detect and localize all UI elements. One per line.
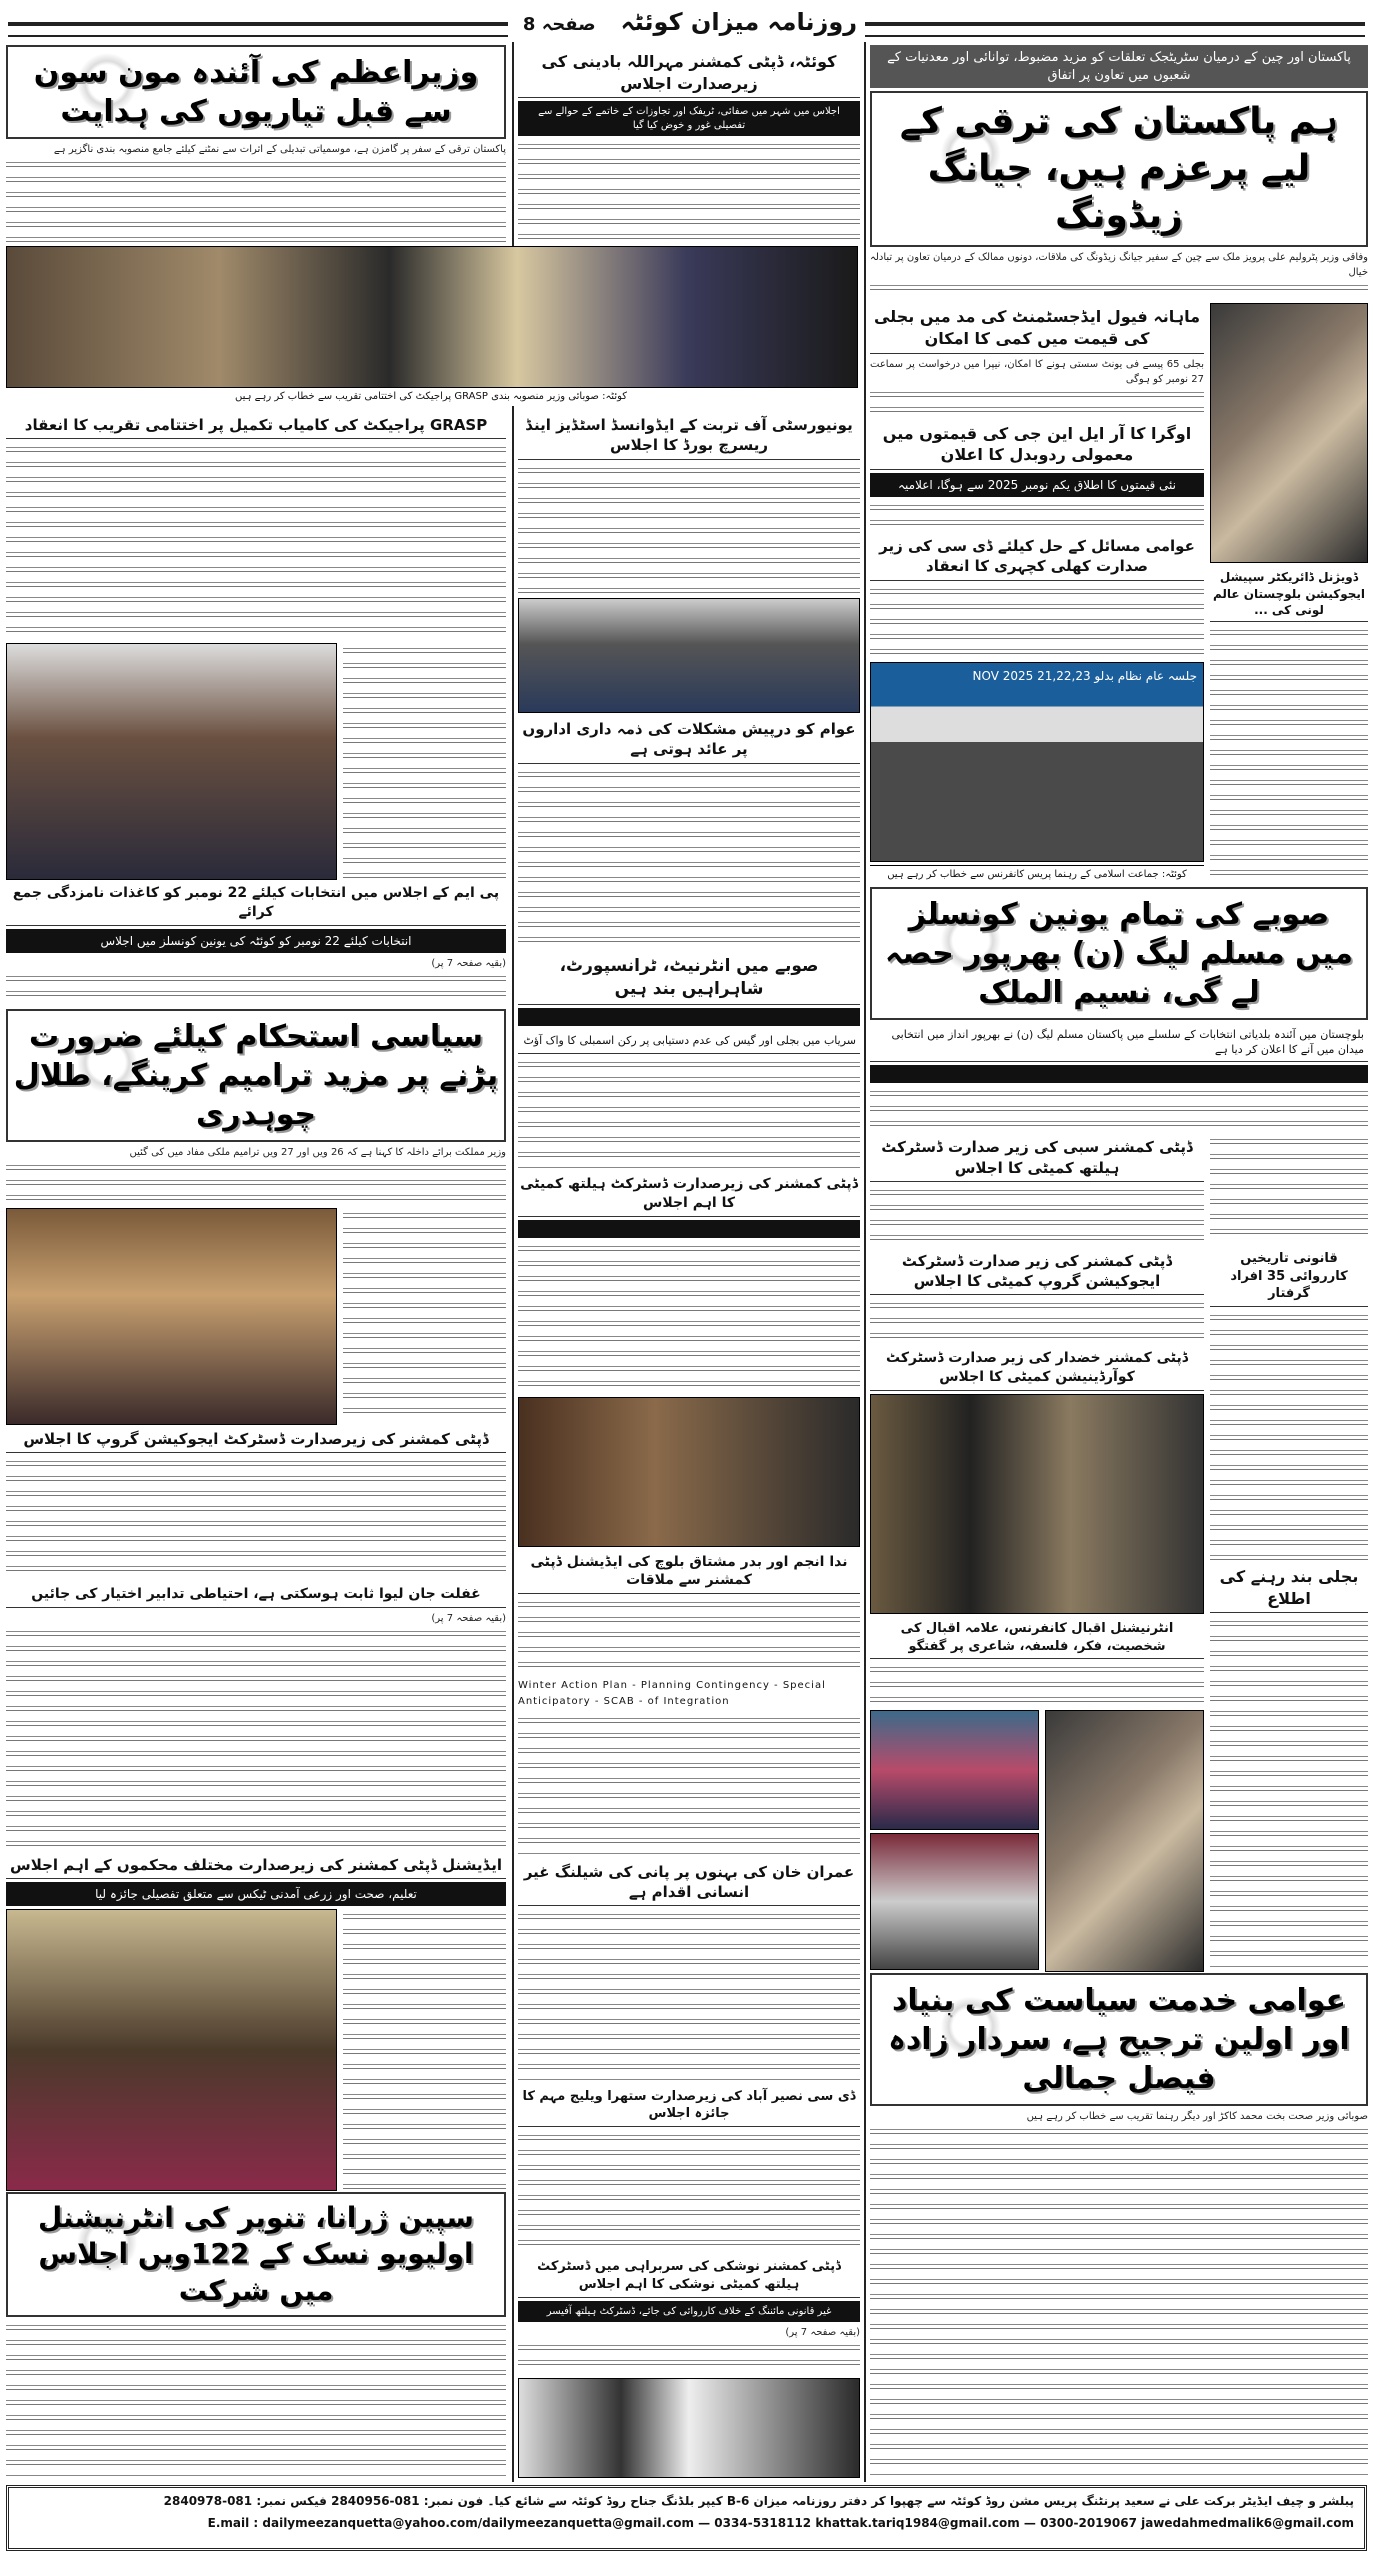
subheadline-bar [518, 1008, 860, 1026]
headline-banner: صوبے کی تمام یونین کونسلز میں مسلم لیگ (ن) بھرپور حصہ لے گی، نسیم الملک [870, 887, 1368, 1020]
story-body [518, 767, 860, 950]
main-column [870, 1134, 1204, 1970]
story-lead: وفاقی وزیر پٹرولیم علی پرویز ملک سے چین کے سفیر جیانگ زیڈونگ کی ملاقات، دونوں ممالک کے درمیان تعاون پر تبادلہ خیال [870, 252, 1368, 279]
continued-note: (بقیہ صفحہ 7 پر) [6, 1611, 506, 1626]
story-body [518, 2325, 860, 2375]
subheadline-bar [870, 1065, 1368, 1083]
headline: ڈپٹی کمشنر کی زیرصدارت ڈسٹرکٹ ایجوکیشن گروپ کا اجلاس [6, 1426, 506, 1453]
column-divider [512, 42, 514, 2482]
headline: ڈی سی نصیر آباد کی زیرصدارت ستھرا ویلیج مہم کا جائزہ اجلاس [518, 2085, 860, 2127]
photo-row [6, 1208, 506, 1423]
subheadline-bar [518, 1220, 860, 1238]
story-body [870, 1185, 1204, 1245]
photo-stack [870, 1710, 1039, 1970]
right-column [870, 45, 1368, 2478]
story-body [6, 442, 506, 640]
story-body [518, 463, 860, 596]
photo [6, 1909, 337, 2191]
photo [870, 1394, 1204, 1614]
continued-note: (بقیہ صفحہ 7 پر) [518, 2325, 860, 2340]
headline: اوگرا کا آر ایل این جی کی قیمتوں میں معمولی ردوبدل کا اعلان [870, 420, 1204, 470]
headline: ڈپٹی کمشنر کی زیرصدارت ڈسٹرکٹ ہیلتھ کمیٹی کا اہم اجلاس [518, 1172, 860, 1217]
headline: عوام کو درپیش مشکلات کی ذمہ داری اداروں پر عائد ہوتی ہے [518, 716, 860, 764]
side-column [1210, 1134, 1368, 1970]
story-body [6, 142, 506, 243]
photo [518, 1397, 860, 1547]
photo [518, 598, 860, 713]
left-column [6, 412, 506, 2478]
subheadline: بلوچستان میں آئندہ بلدیاتی انتخابات کے سلسلے میں پاکستان مسلم لیگ (ن) نے بھرپور انداز میں انتخابی میدان میں آنے کا اعلان کر دیا ہے [870, 1023, 1368, 1063]
photo-wide [6, 246, 858, 388]
middle-top [518, 48, 860, 243]
photo-caption: کوئٹہ: صوبائی وزیر منصوبہ بندی GRASP پراجیکٹ کی اختتامی تقریب سے خطاب کر رہے ہیں [6, 387, 856, 406]
story-body [343, 643, 506, 878]
story-body [6, 1456, 506, 1579]
story-body [1210, 625, 1368, 884]
story-strip: پاکستان اور چین کے درمیان سٹریٹجک تعلقات کو مزید مضبوط، توانائی اور معدنیات کے شعبوں میں تعاون پر اتفاق [870, 45, 1368, 88]
imprint-contacts: E.mail : dailymeezanquetta@yahoo.com/dailymeezanquetta@gmail.com — 0334-5318112 khattak.tariq1984@gmail.com — 0300-2019067 jawedahmedmalik6@gmail.com [207, 2516, 1354, 2530]
headline: ڈپٹی کمشنر کی زیر صدارت ڈسٹرکٹ ایجوکیشن گروپ کمیٹی کا اجلاس [870, 1248, 1204, 1296]
subheadline: سریاب میں بجلی اور گیس کی عدم دستیابی پر رکن اسمبلی کا واک آؤٹ [518, 1029, 860, 1053]
headline: ڈپٹی کمشنر سبی کی زیر صدارت ڈسٹرکٹ ہیلتھ کمیٹی کا اجلاس [870, 1134, 1204, 1182]
headline: پی ایم کے اجلاس میں انتخابات کیلئے 22 نومبر کو کاغذات نامزدگی جمع کرائے [6, 881, 506, 926]
photo [870, 1710, 1039, 1830]
photo-group [870, 1710, 1204, 1970]
photo-caption: کوئٹہ: جماعت اسلامی کے رہنما پریس کانفرنس سے خطاب کر رہے ہیں [870, 865, 1204, 884]
story-body [870, 1298, 1204, 1343]
right-section-2 [870, 1134, 1368, 1970]
subheadline-bar: نئی قیمتوں کا اطلاق یکم نومبر 2025 سے ہوگا، اعلامیہ [870, 473, 1204, 497]
subheadline-bar: انتخابات کیلئے 22 نومبر کو کوئٹہ کی یونین کونسلز میں اجلاس [6, 929, 506, 953]
headline: ڈپٹی کمشنر نوشکی کی سربراہی میں ڈسٹرکٹ ہیلتھ کمیٹی نوشکی کا اہم اجلاس [518, 2255, 860, 2297]
masthead [520, 8, 860, 36]
continued-note: (بقیہ صفحہ 7 پر) [6, 956, 506, 971]
photo [518, 2378, 860, 2478]
photo [870, 662, 1204, 862]
headline: ندا انجم اور بدر مشتاق بلوچ کی ایڈیشنل ڈپٹی کمشنر سے ملاقات [518, 1550, 860, 1595]
story-body [518, 139, 860, 243]
story-body [343, 1208, 506, 1423]
story-body [870, 250, 1368, 300]
headline: قانونی تاریخیں کارروائی 35 افراد گرفتار [1210, 1247, 1368, 1307]
main-column [870, 303, 1204, 883]
story-body [518, 1713, 860, 1856]
story-body [1210, 1616, 1368, 1970]
story-body [870, 2109, 1368, 2478]
side-column [1210, 303, 1368, 883]
photo [6, 643, 337, 880]
story-text-latin: Winter Action Plan - Planning Contingency - Special Anticipatory - SCAB - of Integration [518, 1679, 826, 1707]
masthead-rule-left [8, 22, 508, 37]
event-banner-text: جلسہ عام نظام بدلو 21,22,23 NOV 2025 [972, 668, 1197, 683]
story-body [1210, 1134, 1368, 1244]
photo [870, 1833, 1039, 1970]
story-body [870, 357, 1204, 417]
story-body [6, 956, 506, 1006]
story-body [518, 2130, 860, 2253]
story-body [6, 1145, 506, 1205]
story-body [518, 1057, 860, 1170]
story-lead: پاکستان ترقی کے سفر پر گامزن ہے، موسمیاتی تبدیلی کے اثرات سے نمٹنے کیلئے جامع منصوبہ بندی ناگزیر ہے [6, 142, 506, 157]
newspaper-title: روزنامہ میزان کوئٹہ [620, 8, 858, 36]
subheadline-bar: تعلیم، صحت اور زرعی آمدنی ٹیکس سے متعلق تفصیلی جائزہ لیا [6, 1882, 506, 1906]
headline: یونیورسٹی آف تربت کے ایڈوانسڈ اسٹڈیز اینڈ ریسرچ بورڈ کا اجلاس [518, 412, 860, 460]
headline: انٹرنیشنل اقبال کانفرنس، علامہ اقبال کی شخصیت، فکر، فلسفہ، شاعری پر گفتگو [870, 1617, 1204, 1659]
headline: GRASP پراجیکٹ کی کامیاب تکمیل پر اختتامی تقریب کا انعقاد [6, 412, 506, 439]
photo [1210, 303, 1368, 563]
right-section-1 [870, 303, 1368, 883]
headline-banner: وزیراعظم کی آئندہ مون سون سے قبل تیاریوں کی ہدایت [6, 45, 506, 139]
story-body [870, 584, 1204, 659]
headline: کوئٹہ، ڈپٹی کمشنر مہراللہ بادینی کی زیرصدارت اجلاس [518, 48, 860, 98]
photo-row [6, 643, 506, 878]
headline: عوامی مسائل کے حل کیلئے ڈی سی کی زیر صدارت کھلی کچہری کا انعقاد [870, 533, 1204, 581]
middle-column [518, 412, 860, 2478]
column-divider [864, 42, 866, 2482]
headline-banner: ہم پاکستان کی ترقی کے لیے پرعزم ہیں، جیانگ زیڈونگ [870, 91, 1368, 247]
headline: غفلت جان لیوا ثابت ہوسکتی ہے، احتیاطی تدابیر اختیار کی جائیں [6, 1582, 506, 1608]
headline: بجلی بند رہنے کی اطلاع [1210, 1563, 1368, 1613]
story-body [6, 1611, 506, 1849]
story-body [518, 1909, 860, 2082]
story-body [870, 1662, 1204, 1707]
headline: ڈویژنل ڈائریکٹر سپیشل ایجوکیشن بلوچستان عالم لونی کی ... [1210, 566, 1368, 622]
imprint-line: پبلشر و چیف ایڈیٹر برکت علی نے سعید پرنٹنگ پریس مشن روڈ کوئٹہ سے چھپوا کر دفتر روزنامہ میزان B-6 کیپر بلڈنگ جناح روڈ کوئٹہ سے شائع کیا۔ فون نمبر: 081-2840956 فیکس نمبر: 081-2840978 [163, 2494, 1354, 2508]
photo-row [6, 1909, 506, 2189]
headline-banner: سپین ژرانا، تنویر کی انٹرنیشنل اولیویو نسک کے 122ویں اجلاس میں شرکت [6, 2192, 506, 2317]
photo [6, 1208, 337, 1425]
headline-banner: سیاسی استحکام کیلئے ضرورت پڑنے پر مزید ترامیم کرینگے، طلال چوہدری [6, 1009, 506, 1142]
story-lead: صوبائی وزیر صحت بخت محمد کاکڑ اور دیگر رہنما تقریب سے خطاب کر رہے ہیں [870, 2109, 1368, 2124]
story-body [1210, 1310, 1368, 1560]
headline: عمران خان کی بہنوں پر پانی کی شیلنگ غیر انسانی اقدام ہے [518, 1859, 860, 1907]
story-lead: بجلی 65 پیسے فی یونٹ سستی ہونے کا امکان، نیپرا میں درخواست پر سماعت 27 نومبر کو ہوگی [870, 358, 1205, 385]
masthead-rule-right [865, 22, 1365, 37]
headline: ایڈیشنل ڈپٹی کمشنر کی زیرصدارت مختلف محکموں کے اہم اجلاس [6, 1852, 506, 1879]
story-body [6, 2320, 506, 2478]
page-number: صفحہ 8 [522, 14, 596, 35]
story-lead: وزیر مملکت برائے داخلہ کا کہنا ہے کہ 26 ویں اور 27 ویں ترامیم ملکی مفاد میں کی گئیں [6, 1145, 506, 1160]
photo [1045, 1710, 1204, 1972]
headline-banner: عوامی خدمت سیاست کی بنیاد اور اولین ترجیح ہے، سردار زادہ فیصل جمالی [870, 1973, 1368, 2106]
story-body [870, 500, 1204, 530]
headline: صوبے میں انٹرنیٹ، ٹرانسپورٹ، شاہراہیں بند ہیں [518, 952, 860, 1005]
story-body [870, 1086, 1368, 1131]
story-body [518, 1241, 860, 1394]
subheadline-bar: اجلاس میں شہر میں صفائی، ٹریفک اور تجاوزات کے خاتمے کے حوالے سے تفصیلی غور و خوض کیا گیا [518, 101, 860, 136]
left-top [6, 45, 506, 243]
headline: ڈپٹی کمشنر خضدار کی زیر صدارت ڈسٹرکٹ کوآرڈینیشن کمیٹی کا اجلاس [870, 1346, 1204, 1391]
story-body [518, 1597, 860, 1675]
headline: ماہانہ فیول ایڈجسٹمنٹ کی مد میں بجلی کی قیمت میں کمی کا امکان [870, 303, 1204, 353]
imprint-footer [6, 2485, 1367, 2551]
story-body [343, 1909, 506, 2189]
subheadline-bar: غیر قانونی مائننگ کے خلاف کارروائی کی جائے، ڈسٹرکٹ ہیلتھ آفیسر [518, 2301, 860, 2323]
